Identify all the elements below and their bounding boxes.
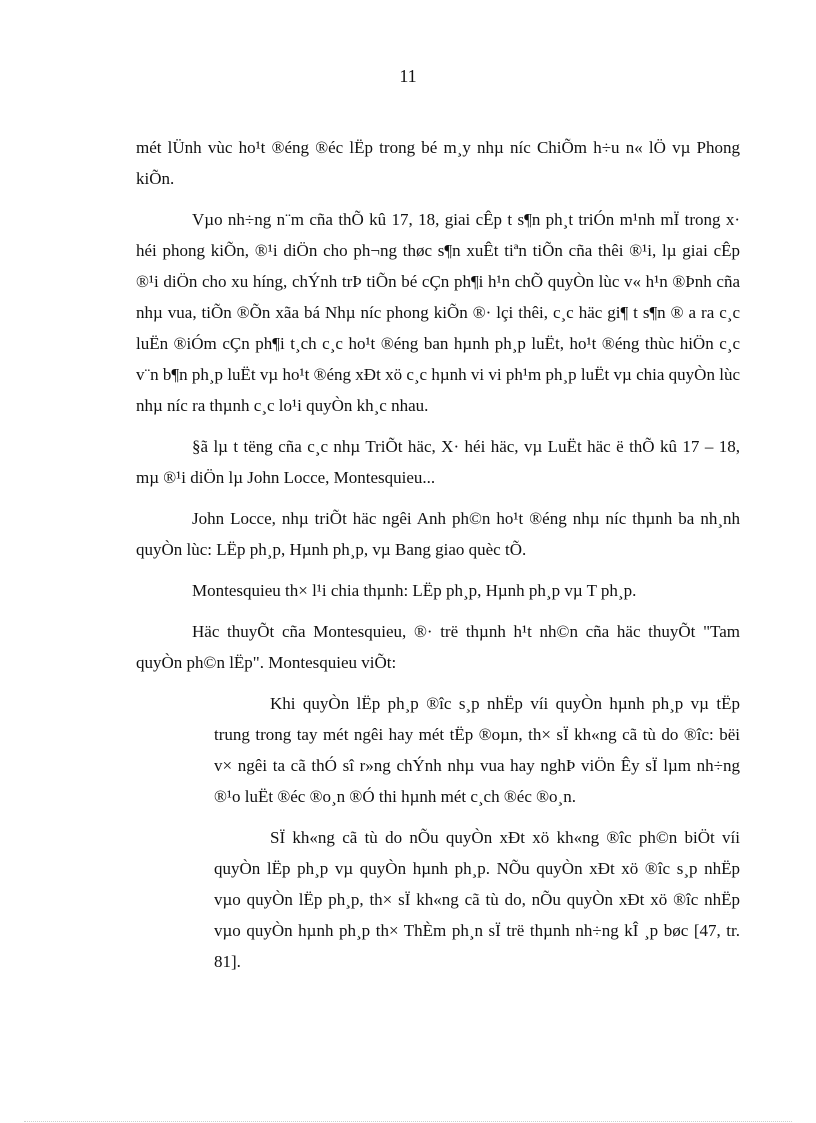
paragraph-continuation: mét lÜnh vùc ho¹t ®éng ®éc lËp trong bé m¸y nhµ níc ChiÕm h÷u n« lÖ vµ Phong kiÕn. [136, 138, 740, 188]
paragraph-montesquieu-division: Montesquieu th× l¹i chia thµnh: LËp ph¸p, Hµnh ph¸p vµ T ph¸p. [192, 581, 637, 600]
paragraph-montesquieu-doctrine: Häc thuyÕt cña Montesquieu, ®· trë thµnh h¹t nh©n cña häc thuyÕt "Tam quyÒn ph©n lËp". Montesquieu viÕt: [136, 622, 740, 672]
page-number: 11 [399, 66, 417, 86]
paragraph-bourgeoisie: Vµo nh÷ng n¨m cña thÕ kû 17, 18, giai cÊp t s¶n ph¸t triÓn m¹nh mÏ trong x· héi phong kiÕn, ®¹i diÖn cho ph¬ng thøc s¶n xuÊt tiªn tiÕn cña thêi ®¹i, lµ giai cÊp ®¹i diÖn cho xu híng, chÝnh trÞ tiÕn bé cÇn ph¶i h¹n chÕ quyÒn lùc v« h¹n ®Þnh cña nhµ vua, tiÕn ®Õn xãa bá Nhµ níc phong kiÕn ®· lçi thêi, c¸c häc gi¶ t s¶n ® a ra c¸c luËn ®iÓm cÇn ph¶i t¸ch c¸c ho¹t ®éng ban hµnh ph¸p luËt, ho¹t ®éng thùc hiÖn c¸c v¨n b¶n ph¸p luËt vµ ho¹t ®éng xÐt xö c¸c hµnh vi vi ph¹m ph¸p luËt vµ chia quyÒn lùc nhµ níc ra thµnh c¸c lo¹i quyÒn kh¸c nhau. [136, 210, 740, 415]
page-bottom-rule [24, 1121, 792, 1122]
quote-paragraph: Khi quyÒn lËp ph¸p ®îc s¸p nhËp víi quyÒn hµnh ph¸p vµ tËp trung trong tay mét ngêi hay mét tËp ®oµn, th× sÏ kh«ng cã tù do ®îc: bëi v× ngêi ta cã thÓ sî r»ng chÝnh nhµ vua hay nghÞ viÖn Êy sÏ lµm nh÷ng ®¹o luËt ®éc ®o¸n ®Ó thi hµnh mét c¸ch ®éc ®o¸n. [214, 694, 740, 806]
quote-paragraph: SÏ kh«ng cã tù do nÕu quyÒn xÐt xö kh«ng ®îc ph©n biÖt víi quyÒn lËp ph¸p vµ quyÒn hµnh ph¸p. NÕu quyÒn xÐt xö ®îc s¸p nhËp vµo quyÒn lËp ph¸p, th× sÏ kh«ng cã tù do, nÕu quyÒn xÐt xö ®îc nhËp vµo quyÒn hµnh ph¸p th× ThÈm ph¸n sÏ trë thµnh nh÷ng kÎ ¸p bøc [47, tr. 81]. [214, 828, 740, 971]
document-body [136, 132, 740, 987]
paragraph-thinkers: §ã lµ t tëng cña c¸c nhµ TriÕt häc, X· héi häc, vµ LuËt häc ë thÕ kû 17 – 18, mµ ®¹i diÖn lµ John Locce, Montesquieu... [136, 437, 740, 487]
paragraph-john-locce: John Locce, nhµ triÕt häc ngêi Anh ph©n ho¹t ®éng nhµ níc thµnh ba nh¸nh quyÒn lùc: LËp ph¸p, Hµnh ph¸p, vµ Bang giao quèc tÕ. [136, 509, 740, 559]
block-quote [214, 688, 740, 977]
